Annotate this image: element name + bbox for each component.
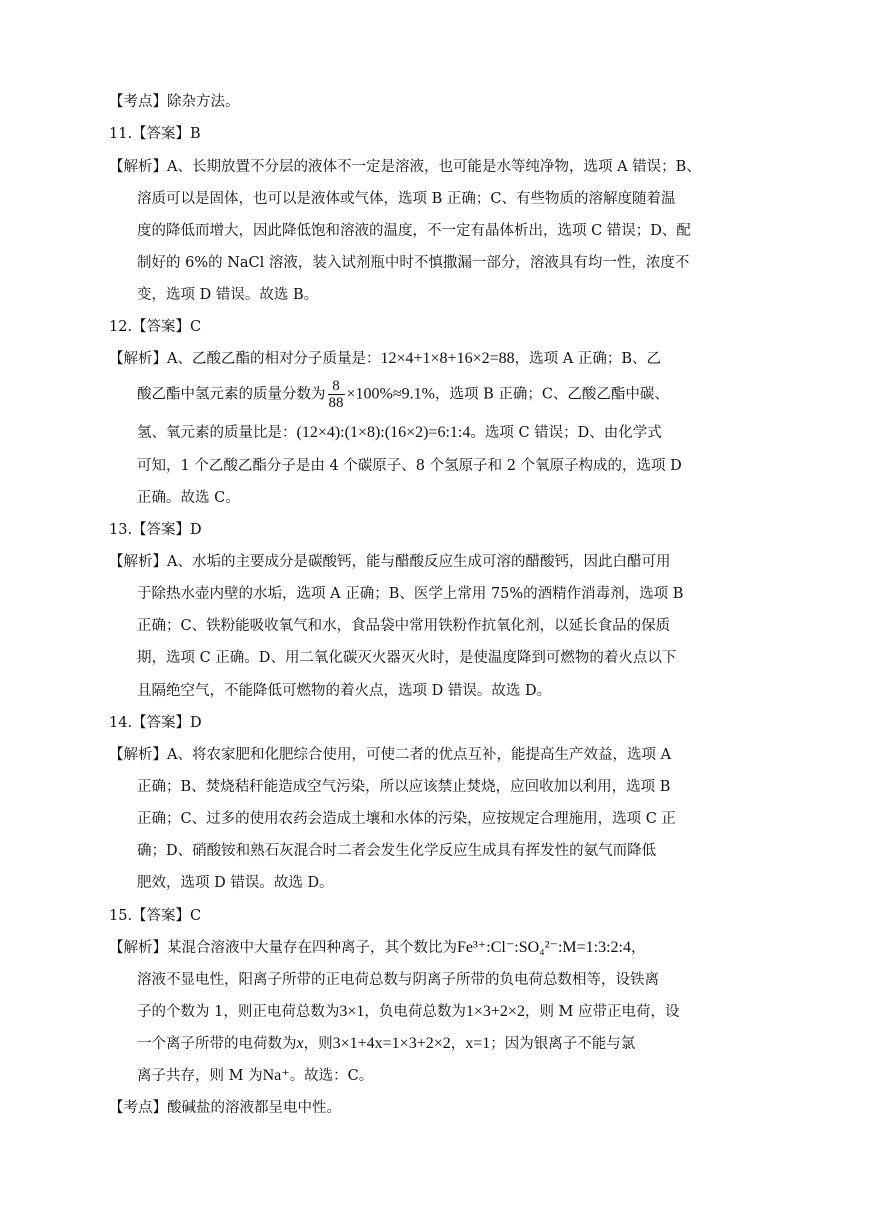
- answer-12: 12.【答案】C: [109, 319, 202, 335]
- analysis-15-line-5: 离子共存，则 M 为Na⁺。故选：C。: [137, 1067, 374, 1084]
- analysis-12-line-5: 正确。故选 C。: [137, 490, 240, 506]
- analysis-15-line-3: 子的个数为 1，则正电荷总数为3×1，负电荷总数为1×3+2×2，则 M 应带正电荷，设: [137, 1003, 680, 1020]
- analysis-14-line-4: 确；D、硝酸铵和熟石灰混合时二者会发生化学反应生成具有挥发性的氨气而降低: [137, 843, 657, 859]
- analysis-11-line-5: 变，选项 D 错误。故选 B。: [137, 287, 319, 303]
- analysis-12-line-2: 酸乙酯中氢元素的质量分数为 $\frac{8}{88}$ ×100%≈9.1%，选项 B 正确；C、乙酸乙酯中碳、: [137, 378, 669, 411]
- analysis-11-line-3: 度的降低而增大，因此降低饱和溶液的温度，不一定有晶体析出，选项 C 错误；D、配: [137, 223, 691, 239]
- analysis-13-line-5: 且隔绝空气，不能降低可燃物的着火点，选项 D 错误。故选 D。: [137, 683, 552, 699]
- analysis-14-line-1: 【解析】A、将农家肥和化肥综合使用，可使二者的优点互补，能提高生产效益，选项 A: [109, 747, 672, 763]
- topic-label-2: 【考点】酸碱盐的溶液都呈电中性。: [109, 1100, 341, 1116]
- analysis-15-line-1: 【解析】某混合溶液中大量存在四种离子，其个数比为Fe³⁺:Cl⁻:SO₄²⁻:M=1:3:2:4，: [109, 939, 646, 956]
- analysis-13-line-2: 于除热水壶内壁的水垢，选项 A 正确；B、医学上常用 75%的酒精作消毒剂，选项 B: [137, 586, 684, 602]
- analysis-14-line-5: 肥效，选项 D 错误。故选 D。: [137, 875, 334, 891]
- analysis-11-line-1: 【解析】A、长期放置不分层的液体不一定是溶液，也可能是水等纯净物，选项 A 错误；B、: [109, 159, 701, 175]
- analysis-14-line-2: 正确；B、焚烧秸秆能造成空气污染，所以应该禁止焚烧，应回收加以利用，选项 B: [137, 779, 671, 795]
- analysis-15-line-2: 溶液不显电性，阳离子所带的正电荷总数与阴离子所带的负电荷总数相等，设铁离: [137, 972, 659, 988]
- analysis-11-line-2: 溶质可以是固体，也可以是液体或气体，选项 B 正确；C、有些物质的溶解度随着温: [137, 191, 676, 207]
- answer-13: 13.【答案】D: [109, 522, 202, 538]
- analysis-13-line-4: 期，选项 C 正确。D、用二氧化碳灭火器灭火时，是使温度降到可燃物的着火点以下: [137, 650, 677, 666]
- answer-11: 11.【答案】B: [109, 126, 201, 142]
- answer-15: 15.【答案】C: [109, 908, 202, 924]
- analysis-13-line-1: 【解析】A、水垢的主要成分是碳酸钙，能与醋酸反应生成可溶的醋酸钙，因此白醋可用: [109, 554, 671, 570]
- analysis-12-line-4: 可知，1 个乙酸乙酯分子是由 4 个碳原子、8 个氢原子和 2 个氧原子构成的，选项 D: [137, 458, 682, 474]
- analysis-14-line-3: 正确；C、过多的使用农药会造成土壤和水体的污染，应按规定合理施用，选项 C 正: [137, 811, 676, 827]
- fraction: $\frac{8}{88}$: [328, 378, 344, 411]
- answer-14: 14.【答案】D: [109, 715, 202, 731]
- analysis-12-line-3: 氢、氧元素的质量比是：(12×4):(1×8):(16×2)=6:1:4。选项 C 错误；D、由化学式: [137, 424, 662, 441]
- topic-label-1: 【考点】除杂方法。: [109, 94, 240, 110]
- analysis-12-line-1: 【解析】A、乙酸乙酯的相对分子质量是：12×4+1×8+16×2=88，选项 A 正确；B、乙: [109, 350, 661, 367]
- analysis-15-line-4: 一个离子所带的电荷数为x，则3×1+4x=1×3+2×2，x=1；因为银离子不能与氯: [137, 1035, 636, 1052]
- analysis-11-line-4: 制好的 6%的 NaCl 溶液，装入试剂瓶中时不慎撒漏一部分，溶液具有均一性，浓度不: [137, 255, 690, 271]
- analysis-13-line-3: 正确；C、铁粉能吸收氧气和水，食品袋中常用铁粉作抗氧化剂，以延长食品的保质: [137, 618, 671, 634]
